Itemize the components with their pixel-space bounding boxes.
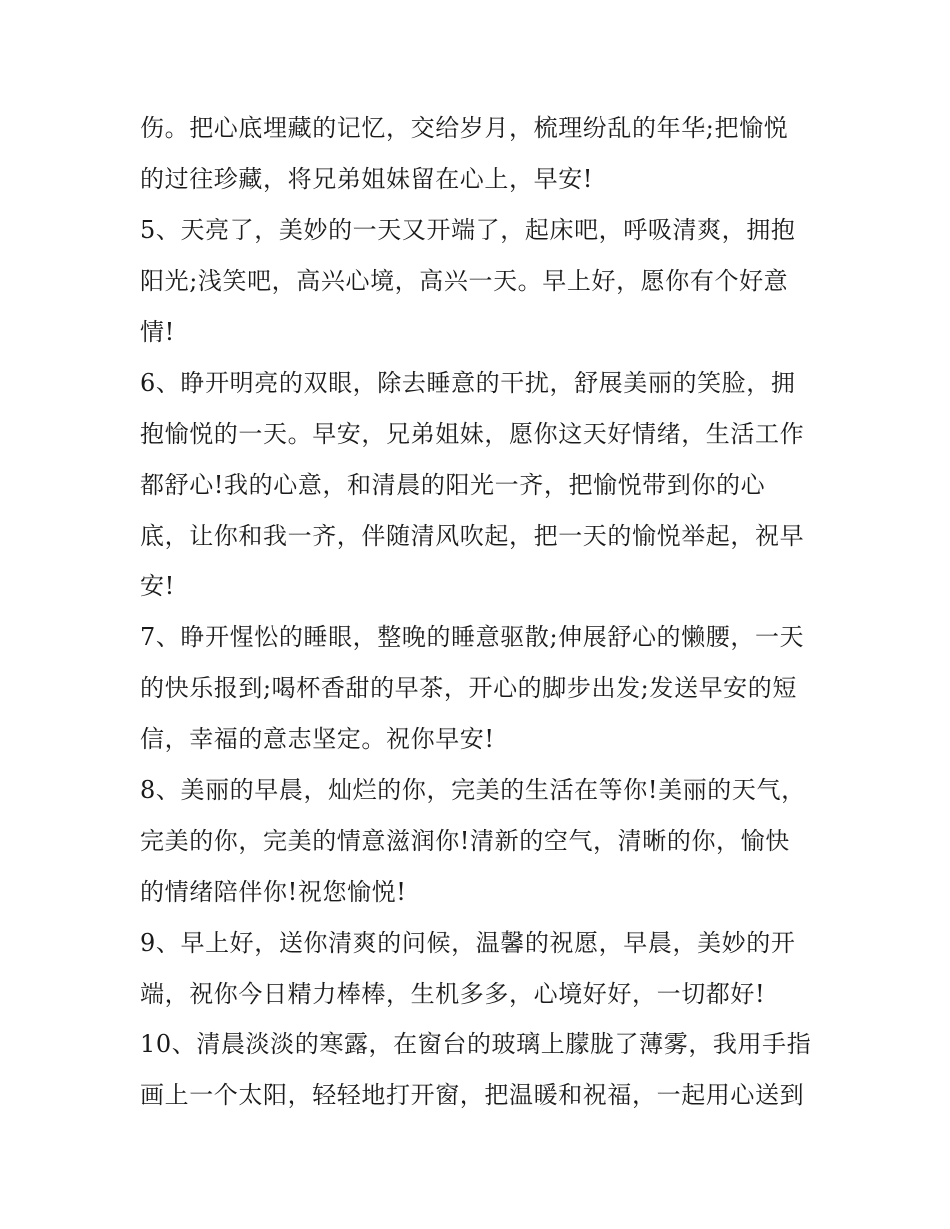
text-line: 8、美丽的早晨，灿烂的你，完美的生活在等你!美丽的天气， — [140, 776, 806, 804]
text-line: 10、清晨淡淡的寒露，在窗台的玻璃上朦胧了薄雾，我用手指 — [140, 1030, 812, 1058]
text-line: 信，幸福的意志坚定。祝你早安! — [140, 725, 495, 753]
text-line: 完美的你，完美的情意滋润你!清新的空气，清晰的你，愉快 — [140, 827, 790, 855]
text-line: 的快乐报到;喝杯香甜的早茶，开心的脚步出发;发送早安的短 — [140, 674, 797, 702]
text-line: 的过往珍藏，将兄弟姐妹留在心上，早安! — [140, 165, 594, 193]
text-line: 伤。把心底埋藏的记忆，交给岁月，梳理纷乱的年华;把愉悦 — [140, 114, 789, 142]
text-line: 安! — [140, 572, 175, 600]
text-line: 的情绪陪伴你!祝您愉悦! — [140, 878, 407, 906]
text-line: 阳光;浅笑吧，高兴心境，高兴一天。早上好，愿你有个好意 — [140, 267, 789, 295]
text-line: 9、早上好，送你清爽的问候，温馨的祝愿，早晨，美妙的开 — [140, 929, 796, 957]
text-line: 6、睁开明亮的双眼，除去睡意的干扰，舒展美丽的笑脸，拥 — [140, 369, 796, 397]
text-line: 底，让你和我一齐，伴随清风吹起，把一天的愉悦举起，祝早 — [140, 522, 805, 550]
text-line: 5、天亮了，美妙的一天又开端了，起床吧，呼吸清爽，拥抱 — [140, 216, 796, 244]
text-line: 7、睁开惺忪的睡眼，整晚的睡意驱散;伸展舒心的懒腰，一天 — [140, 623, 805, 651]
text-line: 抱愉悦的一天。早安，兄弟姐妹，愿你这天好情绪，生活工作 — [140, 420, 805, 448]
text-line: 都舒心!我的心意，和清晨的阳光一齐，把愉悦带到你的心 — [140, 471, 766, 499]
text-line: 端，祝你今日精力棒棒，生机多多，心境好好，一切都好! — [140, 980, 766, 1008]
text-line: 画上一个太阳，轻轻地打开窗，把温暖和祝福，一起用心送到 — [140, 1081, 805, 1109]
text-line: 情! — [140, 318, 175, 346]
